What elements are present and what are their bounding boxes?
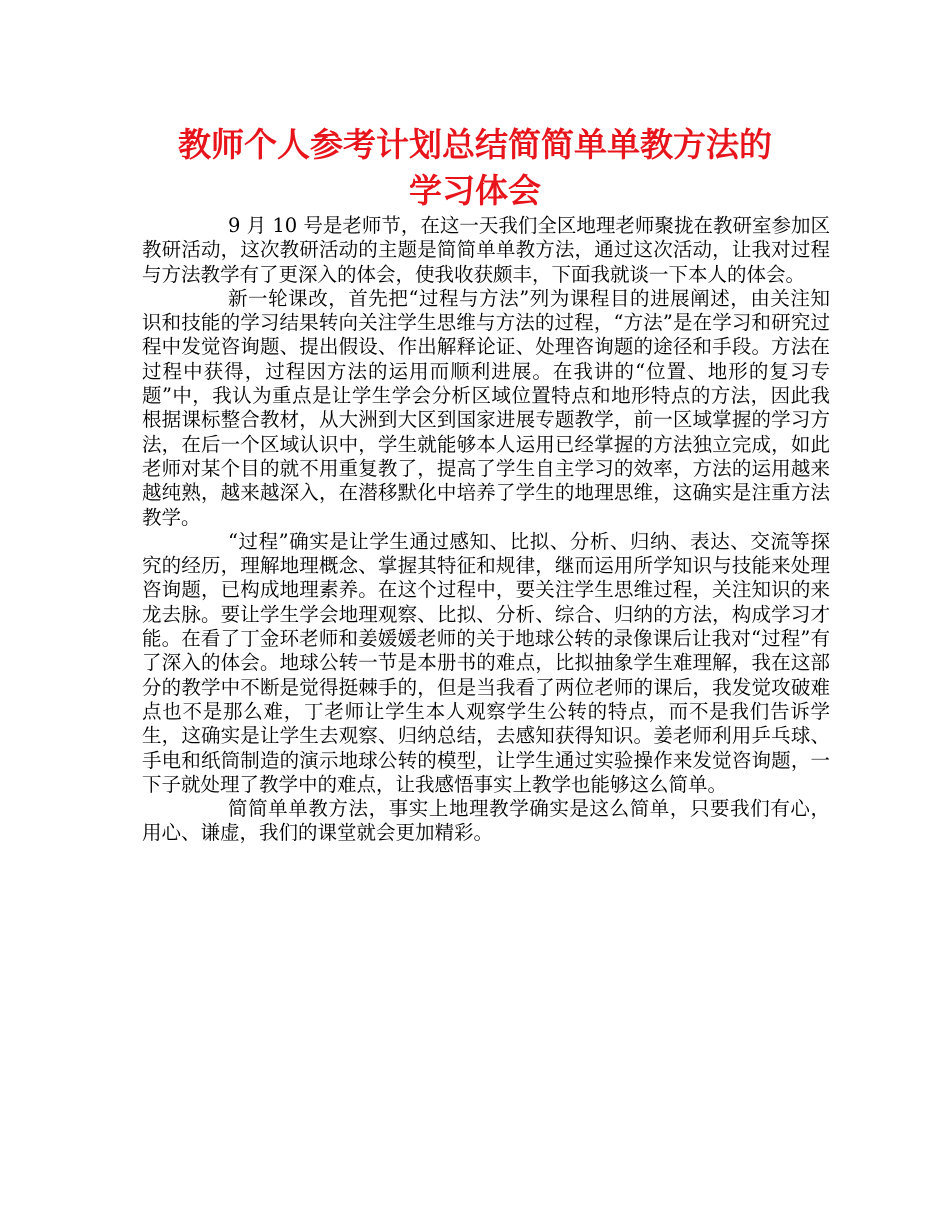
title-line-2: 学习体会 — [409, 171, 541, 210]
paragraph-4: 简简单单教方法，事实上地理教学确实是这么简单，只要我们有心，用心、谦虚，我们的课堂就会更加精彩。 — [142, 797, 830, 845]
title-line-1: 教师个人参考计划总结简简单单教方法的 — [178, 125, 772, 164]
paragraph-3: “过程”确实是让学生通过感知、比拟、分析、归纳、表达、交流等探究的经历，理解地理概念、掌握其特征和规律，继而运用所学知识与技能来处理咨询题，已构成地理素养。在这个过程中，要关注学生思维过程，关注知识的来龙去脉。要让学生学会地理观察、比拟、分析、综合、归纳的方法，构成学习才能。在看了丁金环老师和姜媛媛老师的关于地球公转的录像课后让我对“过程”有了深入的体会。地球公转一节是本册书的难点，比拟抽象学生难理解，我在这部分的教学中不断是觉得挺棘手的，但是当我看了两位老师的课后，我发觉攻破难点也不是那么难，丁老师让学生本人观察学生公转的特点，而不是我们告诉学生，这确实是让学生去观察、归纳总结，去感知获得知识。姜老师利用乒乓球、手电和纸筒制造的演示地球公转的模型，让学生通过实验操作来发觉咨询题，一下子就处理了教学中的难点，让我感悟事实上教学也能够这么简单。 — [142, 529, 830, 796]
document-body — [142, 214, 830, 846]
paragraph-1: 9 月 10 号是老师节，在这一天我们全区地理老师聚拢在教研室参加区教研活动，这次教研活动的主题是简简单单教方法，通过这次活动，让我对过程与方法教学有了更深入的体会，使我收获颇丰，下面我就谈一下本人的体会。 — [142, 214, 830, 286]
document-title — [130, 122, 820, 214]
paragraph-2: 新一轮课改，首先把“过程与方法”列为课程目的进展阐述，由关注知识和技能的学习结果转向关注学生思维与方法的过程，“方法”是在学习和研究过程中发觉咨询题、提出假设、作出解释论证、处理咨询题的途径和手段。方法在过程中获得，过程因方法的运用而顺利进展。在我讲的“位置、地形的复习专题”中，我认为重点是让学生学会分析区域位置特点和地形特点的方法，因此我根据课标整合教材，从大洲到大区到国家进展专题教学，前一区域掌握的学习方法，在后一个区域认识中，学生就能够本人运用已经掌握的方法独立完成，如此老师对某个目的就不用重复教了，提高了学生自主学习的效率，方法的运用越来越纯熟，越来越深入，在潜移默化中培养了学生的地理思维，这确实是注重方法教学。 — [142, 286, 830, 529]
